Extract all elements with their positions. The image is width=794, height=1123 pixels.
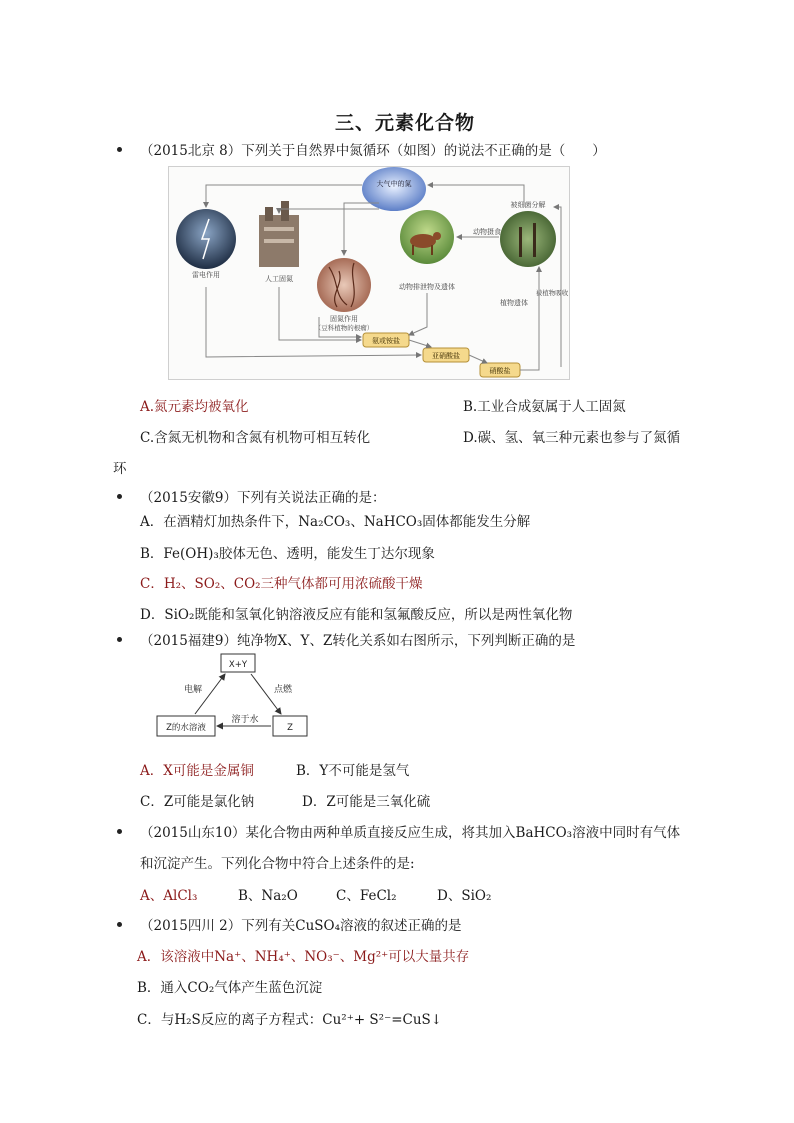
q5-stem: （2015四川 2）下列有关CuSO₄溶液的叙述正确的是 [140,918,462,934]
atmosphere-image [362,167,426,211]
forest-image [500,211,556,267]
nitrogen-cycle-diagram [169,167,569,379]
q4-stem-line2: 和沉淀产生。下列化合物中符合上述条件的是: [140,856,415,872]
q2-option-c: C．H₂、SO₂、CO₂三种气体都可用浓硫酸干燥 [140,576,423,592]
q3-option-b: B．Y不可能是氢气 [296,763,410,779]
bullet-q2 [117,494,122,499]
q4-option-c: C、FeCl₂ [336,888,397,904]
q1-option-d: D.碳、氢、氧三种元素也参与了氮循 [463,430,681,446]
label-electrolysis: 电解 [183,685,203,695]
label-ignite: 点燃 [273,685,293,695]
label-z-solution: Z的水溶液 [166,723,206,733]
q4-option-a: A、AlCl₃ [140,888,198,904]
q2-option-a: A．在酒精灯加热条件下，Na₂CO₃、NaHCO₃固体都能发生分解 [140,514,531,530]
label-ammonium: 氨或铵盐 [372,337,400,345]
label-nitrite: 亚硝酸盐 [432,352,460,360]
q5-option-b: B．通入CO₂气体产生蓝色沉淀 [137,980,323,996]
nitrogen-cycle-figure [168,166,570,380]
q1-option-c: C.含氮无机物和含氮有机物可相互转化 [140,430,371,446]
q2-option-d: D．SiO₂既能和氢氧化钠溶液反应有能和氢氟酸反应，所以是两性氧化物 [140,607,573,623]
q3-option-c: C．Z可能是氯化钠 [140,794,255,810]
bullet-q5 [117,922,122,927]
q2-option-b: B．Fe(OH)₃胶体无色、透明，能发生丁达尔现象 [140,546,435,562]
q1-stem: （2015北京 8）下列关于自然界中氮循环（如图）的说法不正确的是（ ） [140,143,606,159]
q3-option-a: A．X可能是金属铜 [140,763,254,779]
label-animal: 动物排泄物及遗体 [399,283,455,291]
label-industry: 人工固氮 [265,275,293,283]
label-plant: 植物遗体 [500,299,528,307]
label-xy: X+Y [228,660,248,670]
label-dissolve: 溶于水 [231,715,259,725]
q1-option-d-wrap: 环 [113,461,127,477]
q2-stem: （2015安徽9）下列有关说法正确的是： [140,490,386,506]
label-decomp: 被细菌分解 [510,201,546,209]
bullet-q4 [117,829,122,834]
xyz-diagram [155,652,315,744]
q5-option-a: A．该溶液中Na⁺、NH₄⁺、NO₃⁻、Mg²⁺可以大量共存 [137,949,470,965]
label-lightning: 雷电作用 [192,271,220,279]
bullet-q1 [117,147,122,152]
q3-stem: （2015福建9）纯净物X、Y、Z转化关系如右图所示，下列判断正确的是 [140,633,576,649]
label-z: Z [287,723,293,733]
q4-stem-line1: （2015山东10）某化合物由两种单质直接反应生成，将其加入BaHCO₃溶液中同时有气体 [140,825,681,841]
q1-option-a: A.氮元素均被氧化 [140,399,249,415]
label-root: 固氮作用 [330,315,358,323]
q3-option-d: D．Z可能是三氧化硫 [302,794,431,810]
root-nodule-image [317,258,371,312]
q5-option-c: C．与H₂S反应的离子方程式：Cu²⁺+ S²⁻=CuS↓ [137,1012,443,1028]
label-plant-absorb: 被植物吸收 [535,289,569,297]
label-atmosphere: 大气中的氮 [376,180,412,188]
label-nitrate: 硝酸盐 [489,367,511,375]
q1-option-b: B.工业合成氨属于人工固氮 [463,399,626,415]
q4-option-b: B、Na₂O [238,888,298,904]
page-title: 三、元素化合物 [335,112,476,134]
q4-option-d: D、SiO₂ [437,888,492,904]
label-animal-in: 动物摄食 [473,228,501,236]
label-root-sub: （豆科植物的根瘤） [314,324,374,332]
bullet-q3 [117,637,122,642]
